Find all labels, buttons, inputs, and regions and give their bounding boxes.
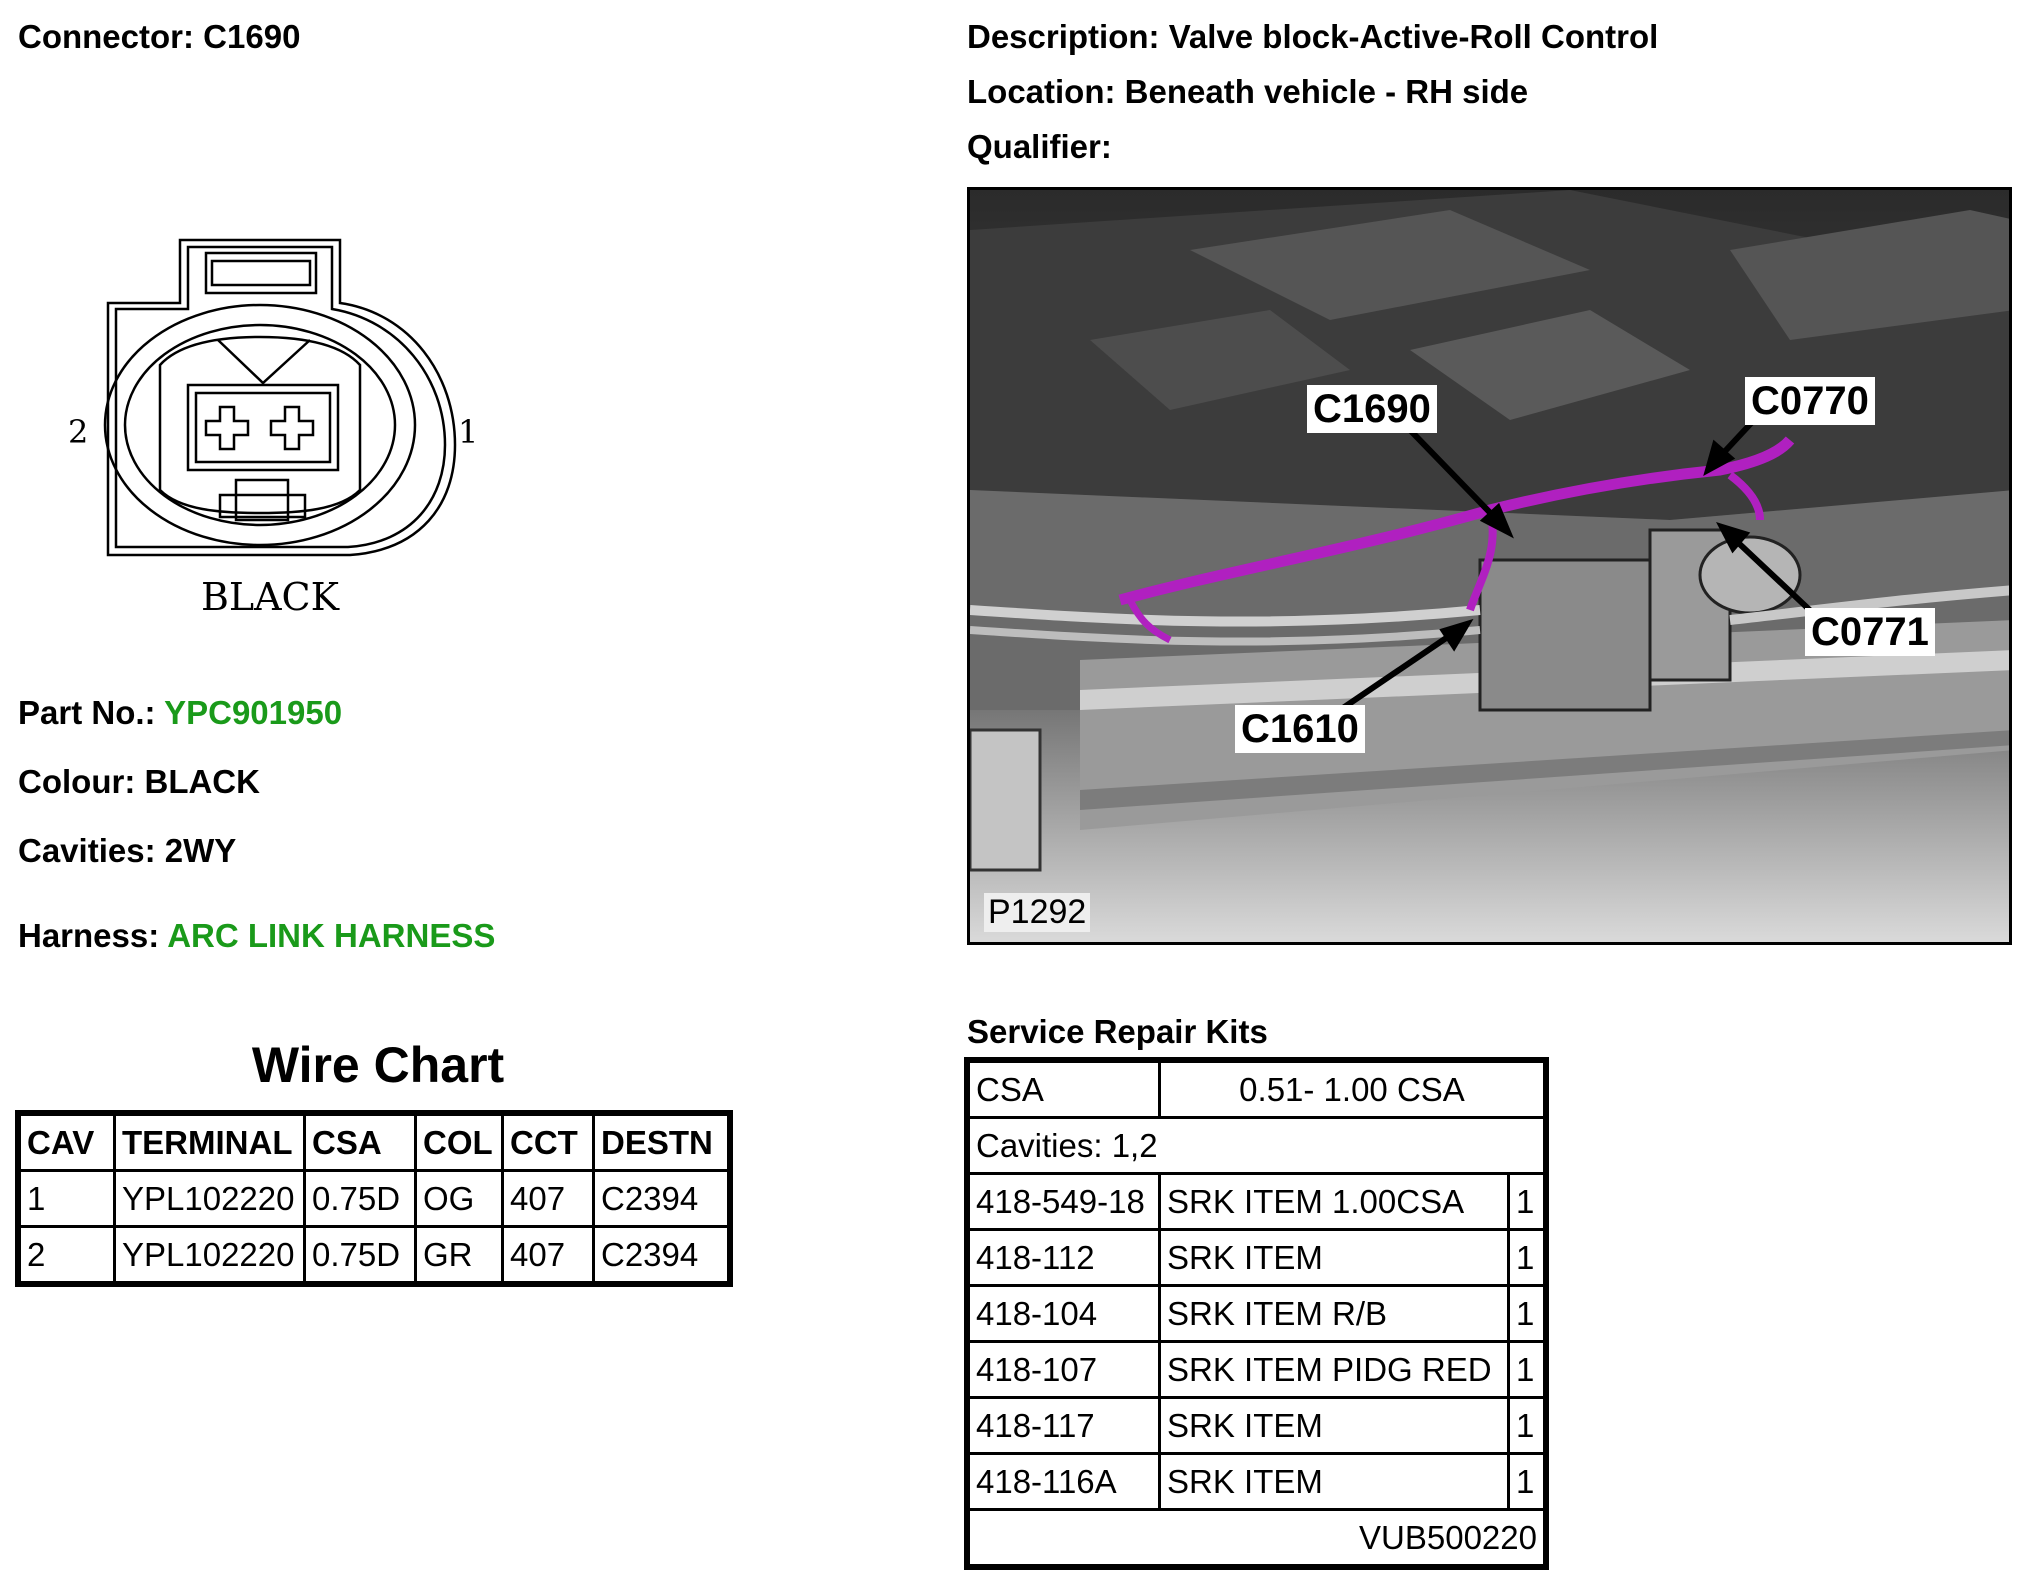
srk-part-number: 418-112 [969, 1230, 1160, 1286]
srk-item-desc: SRK ITEM 1.00CSA [1160, 1174, 1509, 1230]
harness-link[interactable]: ARC LINK HARNESS [167, 917, 496, 954]
location-value: Beneath vehicle - RH side [1124, 73, 1529, 110]
cell-csa: 0.75D [305, 1227, 416, 1283]
col-header-destn: DESTN [594, 1115, 729, 1171]
pin-label-1: 1 [458, 413, 479, 451]
cavities-value: 2WY [164, 832, 237, 869]
srk-cavities: Cavities: 1,2 [969, 1118, 1545, 1174]
description-value: Valve block-Active-Roll Control [1168, 18, 1659, 55]
col-header-terminal: TERMINAL [115, 1115, 305, 1171]
srk-item-qty: 1 [1509, 1286, 1545, 1342]
qualifier-label: Qualifier: [967, 128, 1112, 165]
colour-value: BLACK [144, 763, 260, 800]
connector-value: C1690 [203, 18, 301, 55]
cell-cav: 2 [20, 1227, 115, 1283]
col-header-cav: CAV [20, 1115, 115, 1171]
srk-item-desc: SRK ITEM R/B [1160, 1286, 1509, 1342]
cavities-line [18, 832, 236, 870]
srk-table [967, 1060, 1546, 1567]
cell-terminal: YPL102220 [115, 1171, 305, 1227]
location-label: Location: [967, 73, 1116, 110]
description-label: Description: [967, 18, 1160, 55]
cell-csa: 0.75D [305, 1171, 416, 1227]
harness-line [18, 917, 495, 955]
table-row [969, 1230, 1545, 1286]
table-row [969, 1454, 1545, 1510]
srk-item-desc: SRK ITEM [1160, 1454, 1509, 1510]
cell-col: GR [416, 1227, 503, 1283]
cell-cct: 407 [503, 1171, 594, 1227]
wire-chart-header-row [20, 1115, 729, 1171]
part-no-link[interactable]: YPC901950 [164, 694, 343, 731]
location-photo [967, 187, 2012, 945]
col-header-cct: CCT [503, 1115, 594, 1171]
srk-csa-value: 0.51- 1.00 CSA [1160, 1062, 1545, 1118]
colour-label: Colour: [18, 763, 136, 800]
cell-terminal: YPL102220 [115, 1227, 305, 1283]
col-header-csa: CSA [305, 1115, 416, 1171]
table-row [969, 1342, 1545, 1398]
location-line [967, 73, 1528, 111]
cavities-label: Cavities: [18, 832, 156, 869]
srk-item-qty: 1 [1509, 1174, 1545, 1230]
callout-c1610[interactable]: C1610 [1235, 705, 1365, 753]
description-line [967, 18, 1658, 56]
cell-destn-link[interactable]: C2394 [594, 1171, 729, 1227]
callout-c0771[interactable]: C0771 [1805, 608, 1935, 656]
callout-c0770[interactable]: C0770 [1745, 377, 1875, 425]
cell-cav: 1 [20, 1171, 115, 1227]
wire-chart-table [18, 1113, 730, 1284]
srk-part-number: 418-549-18 [969, 1174, 1160, 1230]
table-row [969, 1174, 1545, 1230]
part-no-line [18, 694, 342, 732]
connector-face-diagram [60, 225, 490, 625]
table-row [20, 1227, 729, 1283]
srk-item-desc: SRK ITEM [1160, 1398, 1509, 1454]
srk-csa-label: CSA [969, 1062, 1160, 1118]
srk-item-desc: SRK ITEM [1160, 1230, 1509, 1286]
srk-item-qty: 1 [1509, 1230, 1545, 1286]
table-row [20, 1171, 729, 1227]
part-no-label: Part No.: [18, 694, 156, 731]
colour-line [18, 763, 260, 801]
photo-id-label: P1292 [984, 893, 1090, 932]
cell-cct: 407 [503, 1227, 594, 1283]
srk-part-number: 418-107 [969, 1342, 1160, 1398]
wire-chart-title: Wire Chart [251, 1037, 505, 1093]
pin-label-2: 2 [68, 413, 89, 451]
col-header-col: COL [416, 1115, 503, 1171]
srk-footer-code: VUB500220 [969, 1510, 1545, 1566]
srk-cavities-row [969, 1118, 1545, 1174]
cell-destn-link[interactable]: C2394 [594, 1227, 729, 1283]
srk-item-qty: 1 [1509, 1454, 1545, 1510]
harness-label: Harness: [18, 917, 160, 954]
vehicle-underside-illustration [970, 190, 2012, 945]
callout-c1690[interactable]: C1690 [1307, 385, 1437, 433]
srk-part-number: 418-116A [969, 1454, 1160, 1510]
srk-footer-row [969, 1510, 1545, 1566]
connector-label: Connector: [18, 18, 194, 55]
srk-item-qty: 1 [1509, 1342, 1545, 1398]
srk-item-qty: 1 [1509, 1398, 1545, 1454]
srk-part-number: 418-104 [969, 1286, 1160, 1342]
table-row [969, 1286, 1545, 1342]
srk-title: Service Repair Kits [967, 1013, 1268, 1050]
connector-line [18, 18, 300, 56]
table-row [969, 1398, 1545, 1454]
connector-colour-caption: BLACK [200, 575, 340, 619]
srk-item-desc: SRK ITEM PIDG RED [1160, 1342, 1509, 1398]
srk-part-number: 418-117 [969, 1398, 1160, 1454]
cell-col: OG [416, 1171, 503, 1227]
srk-csa-row [969, 1062, 1545, 1118]
